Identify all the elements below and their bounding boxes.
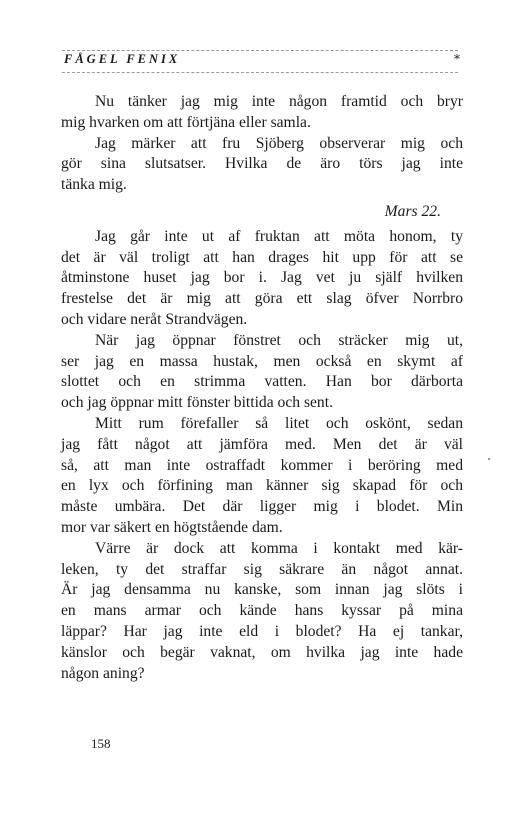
running-title: FÅGEL FENIX: [64, 52, 181, 66]
text-line: mig hvarken om att förtjäna eller samla.: [61, 113, 311, 131]
text-line: känslor och begär vaknat, om hvilka jag inte hade: [61, 643, 463, 661]
text-line: Jag märker att fru Sjöberg observerar mig och: [95, 134, 463, 152]
text-line: det är väl troligt att han drages hit upp för att se: [61, 248, 463, 266]
text-line: Är jag densamma nu kanske, som innan jag slöts i: [61, 581, 463, 599]
text-line: mor var säkert en högtstående dam.: [61, 518, 283, 536]
header-rule-bottom: [62, 72, 458, 73]
text-line: Jag går inte ut af fruktan att möta honom, ty: [95, 227, 463, 245]
text-line: leken, ty det straffar sig säkrare än något annat.: [61, 560, 463, 578]
text-line: läppar? Har jag inte eld i blodet? Ha ej tankar,: [61, 622, 463, 640]
text-line: och jag öppnar mitt fönster bittida och sent.: [61, 394, 333, 412]
text-line: Nu tänker jag mig inte någon framtid och bryr: [95, 93, 463, 110]
running-header: [64, 52, 462, 70]
text-line: måste umbära. Det där ligger mig i blodet. Min: [61, 498, 463, 516]
date-heading: Mars 22.: [384, 202, 441, 220]
text-line: en lyx och förfining man känner sig skapad för och: [61, 477, 463, 495]
text-line: gör sina slutsatser. Hvilka de äro törs jag inte: [61, 155, 463, 173]
text-line: Mitt rum förefaller så litet och oskönt, sedan: [95, 414, 463, 432]
page-number: 158: [91, 736, 111, 751]
text-line: ser jag en massa hustak, men också en skymt af: [61, 352, 463, 370]
header-rule-top: [62, 50, 458, 51]
paper-speck: [488, 458, 490, 460]
text-line: och vidare neråt Strandvägen.: [61, 310, 248, 328]
text-line: tänka mig.: [61, 176, 127, 194]
page-body: [61, 92, 463, 684]
text-line: åtminstone huset jag bor i. Jag vet ju själf hvilken: [61, 269, 463, 287]
text-line: slottet och en strimma vatten. Han bor därborta: [61, 373, 463, 391]
text-line: någon aning?: [61, 664, 145, 682]
text-line: jag fått något att jämföra med. Men det är väl: [61, 435, 463, 453]
asterisk-ornament-icon: *: [454, 52, 460, 66]
text-line: När jag öppnar fönstret och sträcker mig ut,: [95, 331, 463, 349]
text-line: så, att man inte ostraffadt kommer i beröring med: [61, 456, 463, 474]
text-line: en mans armar och kände hans kyssar på mina: [61, 602, 463, 620]
text-line: Värre är dock att komma i kontakt med kär-: [95, 539, 463, 557]
text-line: frestelse det är mig att göra ett slag öfver Norrbro: [61, 290, 463, 308]
